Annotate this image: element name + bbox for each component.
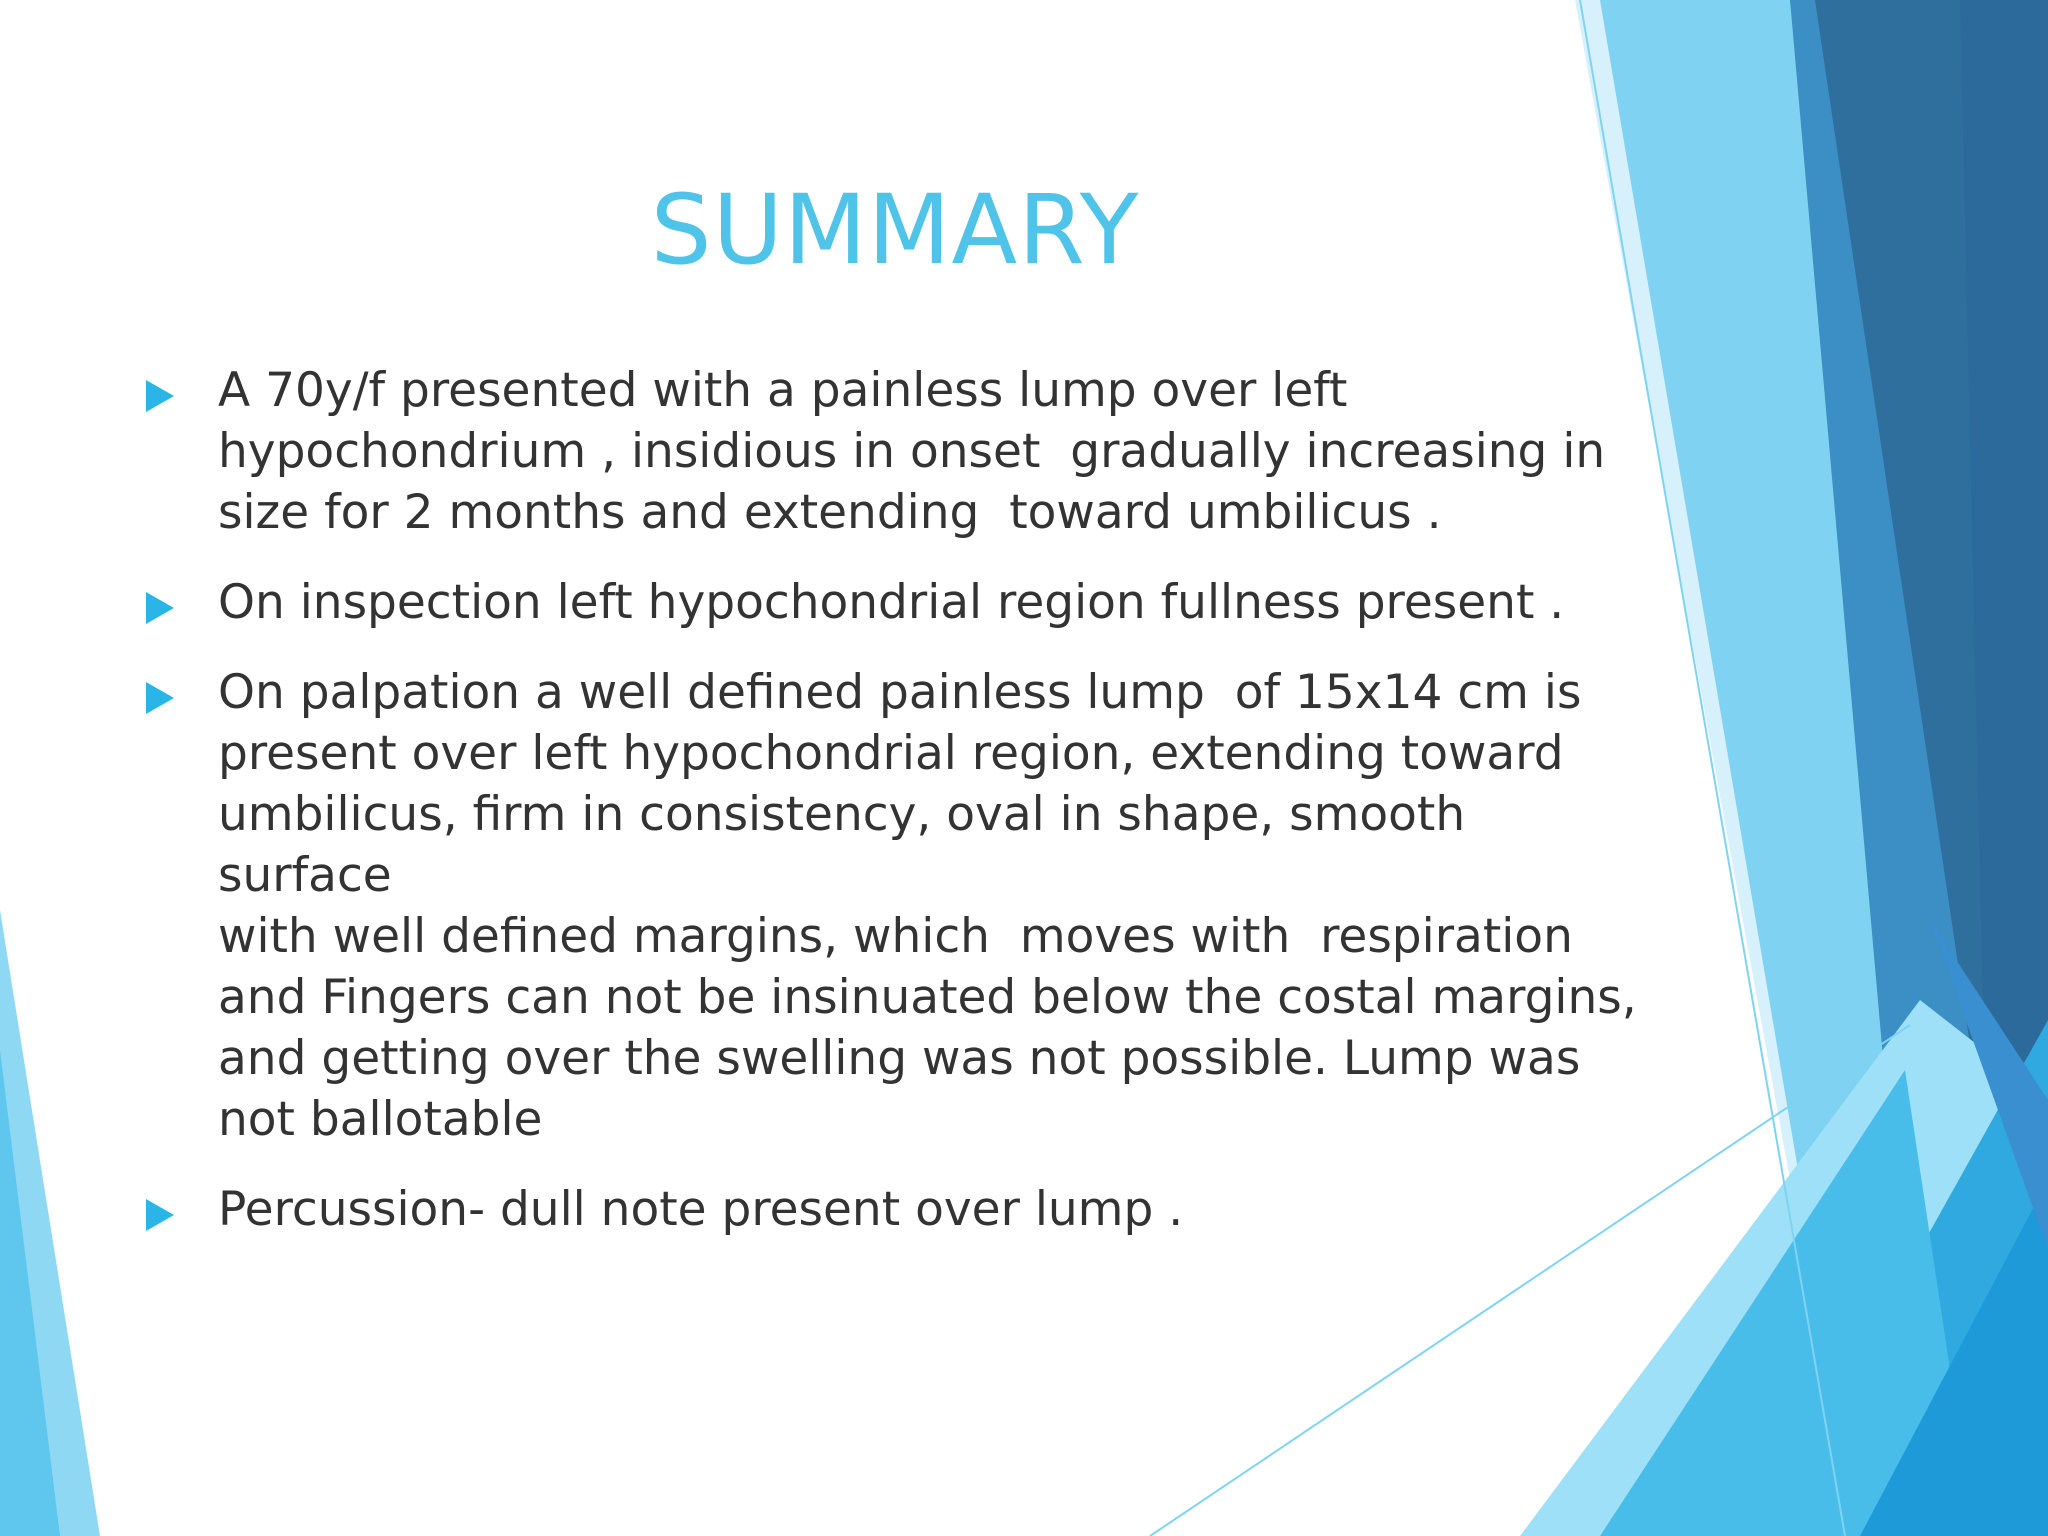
bullet-item [140, 572, 1640, 633]
bullet-item [140, 360, 1640, 543]
bullet-text: On inspection left hypochondrial region fullness present . [218, 575, 1565, 630]
bullet-list [140, 360, 1640, 1269]
triangle-right-icon [146, 1199, 174, 1231]
bullet-item [140, 662, 1640, 1150]
slide-title: SUMMARY [650, 174, 1140, 286]
bullet-item [140, 1179, 1640, 1240]
triangle-right-icon [146, 682, 174, 714]
bullet-text: On palpation a well defined painless lump of 15x14 cm is present over left hypochondrial region, extending toward umbilicus, firm in consistency, oval in shape, smooth surface with well defined margins, which moves with respiration and Fingers can not be insinuated below the costal margins, and getting over the swelling was not possible. Lump was not ballotable [218, 665, 1637, 1147]
bullet-text: Percussion- dull note present over lump . [218, 1182, 1184, 1237]
triangle-right-icon [146, 592, 174, 624]
bullet-text: A 70y/f presented with a painless lump over left hypochondrium , insidious in onset gradually increasing in size for 2 months and extending toward umbilicus . [218, 363, 1606, 540]
triangle-right-icon [146, 380, 174, 412]
